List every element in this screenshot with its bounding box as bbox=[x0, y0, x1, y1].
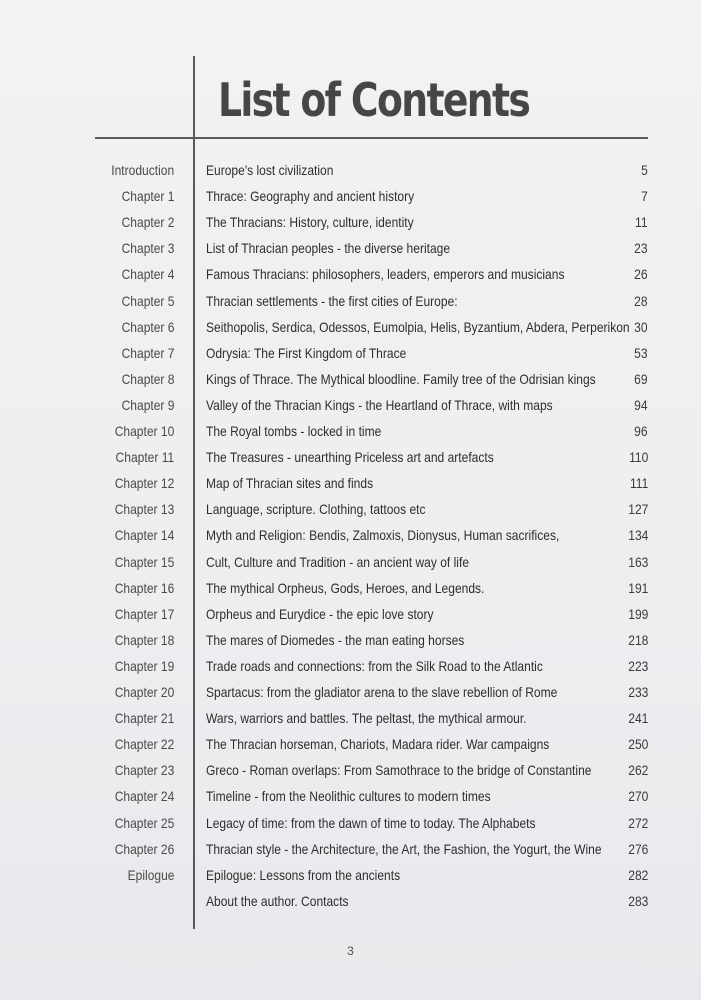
toc-entry-page: 272 bbox=[627, 814, 648, 831]
toc-entry-page: 191 bbox=[627, 579, 648, 596]
toc-entry-page: 250 bbox=[627, 736, 648, 753]
toc-entry-label: Chapter 20 bbox=[114, 684, 174, 700]
toc-entry-title: Timeline - from the Neolithic cultures to modern times bbox=[206, 788, 491, 805]
toc-entry bbox=[0, 601, 701, 627]
toc-entry-label: Chapter 16 bbox=[114, 579, 174, 596]
toc-entry-title: The mythical Orpheus, Gods, Heroes, and Legends. bbox=[206, 579, 485, 596]
toc-entry bbox=[0, 340, 701, 366]
toc-entry-page: 282 bbox=[627, 866, 648, 883]
toc-entry-page: 199 bbox=[627, 605, 648, 622]
toc-entry-label: Chapter 5 bbox=[121, 292, 174, 309]
toc-entry-label: Chapter 4 bbox=[121, 266, 174, 283]
toc-entry-title: Kings of Thrace. The Mythical bloodline. Family tree of the Odrisian kings bbox=[206, 370, 596, 387]
toc-entry bbox=[0, 444, 701, 470]
toc-entry-title: Epilogue: Lessons from the ancients bbox=[206, 866, 401, 883]
toc-entry bbox=[0, 314, 701, 340]
toc-entry-title: Myth and Religion: Bendis, Zalmoxis, Dionysus, Human sacrifices, bbox=[206, 527, 560, 544]
toc-entry-page: 28 bbox=[634, 292, 648, 309]
toc-entry-title: Thracian settlements - the first cities of Europe: bbox=[206, 292, 458, 309]
toc-entry-title: Spartacus: from the gladiator arena to the slave rebellion of Rome bbox=[206, 684, 558, 700]
toc-entry-page: 218 bbox=[627, 631, 648, 648]
toc-entry-label: Chapter 25 bbox=[114, 814, 174, 831]
toc-entry-title: Orpheus and Eurydice - the epic love story bbox=[206, 605, 434, 622]
toc-entry-title: Thrace: Geography and ancient history bbox=[206, 188, 415, 205]
toc-entry-page: 96 bbox=[634, 423, 648, 439]
toc-entry-page: 262 bbox=[627, 762, 648, 779]
toc-entry-page: 30 bbox=[634, 318, 648, 335]
toc-entry bbox=[0, 575, 701, 601]
toc-entry-label: Chapter 14 bbox=[114, 527, 174, 544]
toc-entry-label: Chapter 1 bbox=[121, 188, 174, 205]
toc-entry-page: 111 bbox=[629, 475, 648, 492]
toc-entry-title: Thracian style - the Architecture, the Art, the Fashion, the Yogurt, the Wine bbox=[206, 840, 602, 857]
toc-entry-page: 233 bbox=[627, 684, 648, 700]
toc-entry-title: Trade roads and connections: from the Silk Road to the Atlantic bbox=[206, 657, 543, 674]
toc-entry-page: 26 bbox=[634, 266, 648, 283]
toc-entry-page: 276 bbox=[627, 840, 648, 857]
toc-entry bbox=[0, 235, 701, 261]
horizontal-rule bbox=[95, 137, 648, 139]
toc-entry-page: 53 bbox=[634, 344, 648, 361]
toc-entry-title: Famous Thracians: philosophers, leaders, emperors and musicians bbox=[206, 266, 565, 283]
toc-entry-label: Chapter 22 bbox=[114, 736, 174, 753]
toc-entry-label: Chapter 23 bbox=[114, 762, 174, 779]
toc-entry-title: The Treasures - unearthing Priceless art and artefacts bbox=[206, 449, 494, 466]
toc-entry-title: The Thracian horseman, Chariots, Madara rider. War campaigns bbox=[206, 736, 550, 753]
toc-entry-label: Chapter 17 bbox=[114, 605, 174, 622]
toc-entry-label: Chapter 7 bbox=[121, 344, 174, 361]
toc-entry-title: Seithopolis, Serdica, Odessos, Eumolpia, Helis, Byzantium, Abdera, Perperikon bbox=[206, 318, 630, 335]
toc-entry-label: Chapter 15 bbox=[114, 553, 174, 570]
toc-entry bbox=[0, 261, 701, 287]
toc-entry bbox=[0, 836, 701, 862]
toc-entry-page: 223 bbox=[627, 657, 648, 674]
toc-entry-page: 94 bbox=[634, 396, 648, 413]
toc-entry bbox=[0, 470, 701, 496]
toc-entry-page: 5 bbox=[641, 162, 648, 178]
toc-entry bbox=[0, 549, 701, 575]
toc-entry-title: Wars, warriors and battles. The peltast, the mythical armour. bbox=[206, 710, 527, 727]
toc-entry-label: Chapter 26 bbox=[114, 840, 174, 857]
toc-entry-page: 241 bbox=[627, 710, 648, 727]
toc-entry-title: Greco - Roman overlaps: From Samothrace to the bridge of Constantine bbox=[206, 762, 592, 779]
toc-entry bbox=[0, 810, 701, 836]
toc-entry-page: 127 bbox=[627, 501, 648, 518]
toc-entry-page: 270 bbox=[627, 788, 648, 805]
toc-entry-title: The Royal tombs - locked in time bbox=[206, 423, 382, 439]
toc-entry-title: Valley of the Thracian Kings - the Heartland of Thrace, with maps bbox=[206, 396, 553, 413]
toc-entry bbox=[0, 679, 701, 705]
toc-entry-page: 7 bbox=[641, 188, 648, 205]
toc-entry-title: Odrysia: The First Kingdom of Thrace bbox=[206, 344, 407, 361]
toc-entry bbox=[0, 757, 701, 783]
toc-entry-label: Chapter 24 bbox=[114, 788, 174, 805]
toc-entry-page: 11 bbox=[635, 214, 648, 231]
toc-entry-label: Chapter 8 bbox=[121, 370, 174, 387]
toc-entry-label: Chapter 21 bbox=[114, 710, 174, 727]
toc-entry-label: Chapter 18 bbox=[114, 631, 174, 648]
toc-entry-page: 283 bbox=[627, 892, 648, 909]
toc-entry-title: About the author. Contacts bbox=[206, 892, 349, 909]
toc-entry-page: 110 bbox=[628, 449, 648, 466]
toc-entry bbox=[0, 862, 701, 888]
toc-entry-label: Chapter 19 bbox=[114, 657, 174, 674]
toc-entry bbox=[0, 157, 701, 183]
toc-entry-title: Language, scripture. Clothing, tattoos etc bbox=[206, 501, 426, 518]
toc-entry-label: Chapter 13 bbox=[114, 501, 174, 518]
toc-entry-label: Chapter 12 bbox=[114, 475, 174, 492]
toc-entry-title: The mares of Diomedes - the man eating horses bbox=[206, 631, 465, 648]
toc-entry bbox=[0, 209, 701, 235]
toc-entry bbox=[0, 705, 701, 731]
toc-entry-title: List of Thracian peoples - the diverse heritage bbox=[206, 240, 451, 257]
toc-entry bbox=[0, 496, 701, 522]
toc-entry-page: 23 bbox=[634, 240, 648, 257]
toc-entry bbox=[0, 888, 701, 914]
toc-entry bbox=[0, 288, 701, 314]
toc-entry bbox=[0, 627, 701, 653]
toc-entry bbox=[0, 731, 701, 757]
toc-entry-label: Epilogue bbox=[127, 866, 174, 883]
toc-entry-label: Chapter 6 bbox=[121, 318, 174, 335]
toc-entry-label: Chapter 2 bbox=[121, 214, 174, 231]
toc-entry-title: Europe's lost civilization bbox=[206, 162, 334, 178]
toc-entry bbox=[0, 653, 701, 679]
toc-entry-title: The Thracians: History, culture, identity bbox=[206, 214, 414, 231]
toc-entry bbox=[0, 783, 701, 809]
toc-entry-label: Introduction bbox=[111, 162, 174, 178]
toc-entry bbox=[0, 183, 701, 209]
toc-entry-page: 134 bbox=[627, 527, 648, 544]
toc-entry bbox=[0, 392, 701, 418]
toc-entry bbox=[0, 418, 701, 444]
toc-entry bbox=[0, 366, 701, 392]
toc-entry-label: Chapter 11 bbox=[115, 449, 174, 466]
toc-entry-page: 69 bbox=[634, 370, 648, 387]
toc-entry-label: Chapter 3 bbox=[121, 240, 174, 257]
toc-entry-title: Legacy of time: from the dawn of time to today. The Alphabets bbox=[206, 814, 536, 831]
toc-entry-title: Cult, Culture and Tradition - an ancient way of life bbox=[206, 553, 470, 570]
toc-entry-label: Chapter 9 bbox=[121, 396, 174, 413]
toc-entry-title: Map of Thracian sites and finds bbox=[206, 475, 374, 492]
toc-entry bbox=[0, 522, 701, 548]
toc-entry-page: 163 bbox=[627, 553, 648, 570]
page-number: 3 bbox=[347, 944, 354, 958]
toc-entry-label: Chapter 10 bbox=[114, 423, 174, 439]
page-title: List of Contents bbox=[218, 73, 530, 127]
